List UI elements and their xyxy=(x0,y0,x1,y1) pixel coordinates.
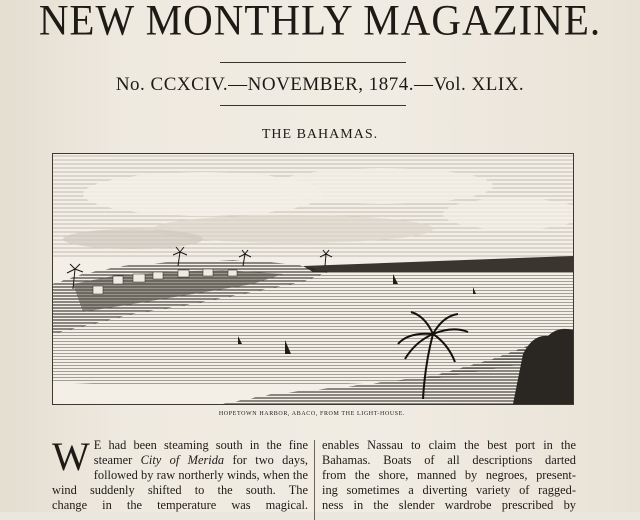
image-caption: HOPETOWN HARBOR, ABACO, FROM THE LIGHT-HOUSE. xyxy=(218,411,406,417)
left-line-4: wind suddenly shifted to the south. The xyxy=(52,483,308,497)
left-line-2 xyxy=(52,453,308,468)
harbor-engraving xyxy=(52,153,574,405)
article-title: THE BAHAMAS. xyxy=(261,127,379,142)
right-line-5: ness in the slender wardrobe prescribed by xyxy=(322,498,576,512)
drop-cap: W xyxy=(52,434,90,479)
right-column xyxy=(322,438,576,513)
harbor-illustration xyxy=(53,154,573,404)
right-line-2: Bahamas. Boats of all descriptions darted xyxy=(322,453,576,467)
left-line-5: change in the temperature was magical. xyxy=(52,498,308,512)
left-line-1: E had been steaming south in the fine xyxy=(93,438,308,452)
right-line-4: ing sometimes a diverting variety of ragged- xyxy=(322,483,576,497)
ship-name: City of Merida xyxy=(140,453,225,467)
left-line-2-lead: steamer xyxy=(93,453,141,467)
rule-bottom xyxy=(220,105,406,106)
right-line-3: from the shore, manned by negroes, present- xyxy=(322,468,576,482)
right-line-1: enables Nassau to claim the best port in the xyxy=(322,438,576,452)
masthead: NEW MONTHLY MAGAZINE. xyxy=(38,0,602,45)
rule-top xyxy=(220,62,406,63)
left-line-2-tail: for two days, xyxy=(224,453,308,467)
issue-line: No. CCXCIV.—NOVEMBER, 1874.—Vol. XLIX. xyxy=(115,74,525,95)
column-divider xyxy=(314,440,315,520)
left-column xyxy=(52,434,308,513)
left-line-3: followed by raw northerly winds, when the xyxy=(93,468,308,482)
